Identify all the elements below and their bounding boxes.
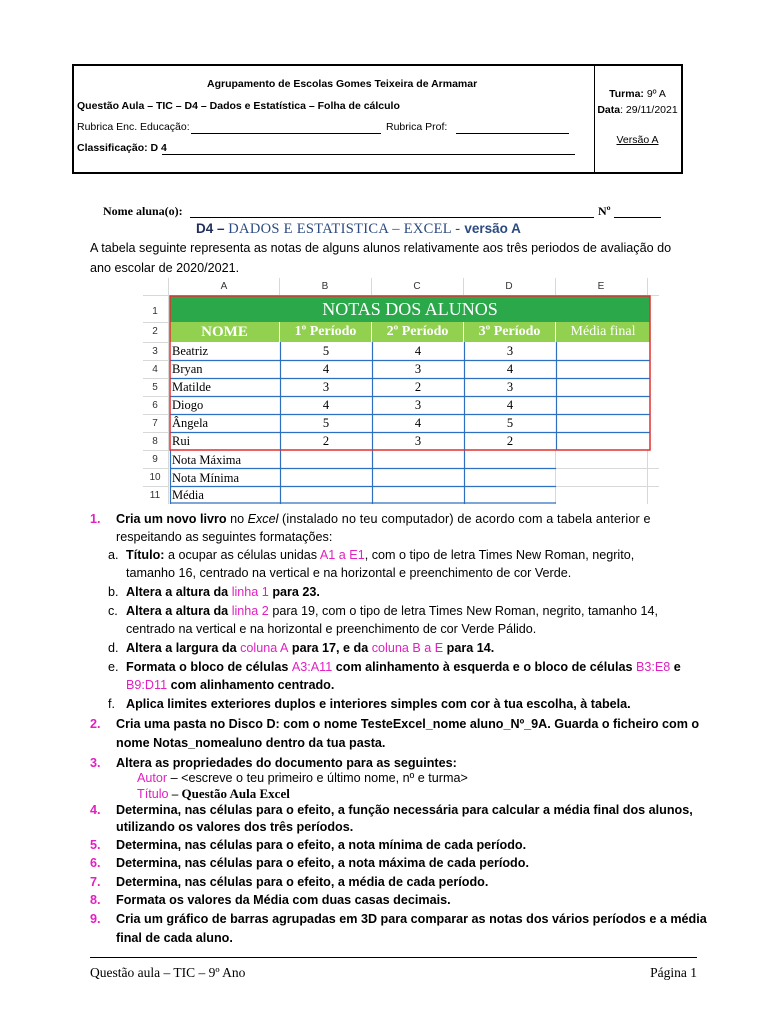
cell-name[interactable]: Beatriz [172, 344, 209, 358]
stat-min-label[interactable]: Nota Mínima [172, 471, 240, 485]
q1b-line [126, 585, 320, 599]
q1a-text2: , com o tipo de letra Times New Roman, negrito, [364, 548, 635, 562]
q5-number: 5. [90, 838, 101, 852]
cell-p3[interactable]: 4 [506, 362, 514, 376]
spreadsheet [143, 278, 659, 504]
col-header-c: C [413, 281, 421, 292]
q9-line-1: Cria um gráfico de barras agrupadas em 3D para comparar as notas dos vários períodos e a média [116, 912, 707, 926]
rubric-prof-label: Rubrica Prof: [386, 121, 448, 133]
q1d-c: para 17, e da [288, 641, 372, 655]
q3-titulo [137, 786, 290, 802]
q1-line-2: respeitando as seguintes formatações: [116, 530, 333, 544]
q1c-line-2: centrado na vertical e na horizontal e preenchimento de cor Verde Pálido. [126, 622, 537, 636]
q2-number: 2. [90, 717, 101, 731]
cell-p3[interactable]: 3 [506, 344, 514, 358]
cell-p2[interactable]: 3 [414, 398, 422, 412]
title-d4: D4 – [196, 221, 229, 236]
q1d-a: Altera a largura da [126, 641, 241, 655]
q1e-a: Formata o bloco de células [126, 660, 292, 674]
q1c-b: linha 2 [231, 604, 269, 618]
q1c-letter: c. [108, 604, 118, 618]
q1e-line-1 [126, 660, 681, 674]
col-header-a: A [220, 281, 228, 292]
class-line [162, 154, 575, 155]
cell-p1[interactable]: 4 [322, 362, 330, 376]
stat-max-label[interactable]: Nota Máxima [172, 453, 242, 467]
row-header-5: 5 [152, 382, 158, 393]
q1a-cells: A1 a E1 [319, 548, 365, 562]
row-header-4: 4 [152, 364, 158, 375]
rubric-edu-label: Rubrica Enc. Educação: [77, 121, 190, 133]
q1-line-1 [116, 512, 651, 526]
rubric-prof-line [456, 133, 569, 134]
q4-number: 4. [90, 803, 101, 817]
q1e-letter: e. [108, 660, 119, 674]
header-p2[interactable]: 2º Período [372, 322, 464, 342]
rubric-edu-line [191, 133, 381, 134]
q1a-line-2: tamanho 16, centrado na vertical e na horizontal e preenchimento de cor Verde. [126, 566, 572, 580]
q1d-b: coluna A [240, 641, 289, 655]
cell-name[interactable]: Ângela [172, 416, 209, 430]
version-label: Versão A [616, 134, 659, 146]
title-version: versão A [464, 221, 521, 236]
classification [77, 142, 167, 154]
cell-p2[interactable]: 2 [414, 380, 422, 394]
q9-line-2: final de cada aluno. [116, 931, 233, 945]
col-header-d: D [505, 281, 513, 292]
q3-autor-label: Autor [137, 771, 168, 785]
q1a-text1: a ocupar as células unidas [164, 548, 320, 562]
cell-p1[interactable]: 5 [322, 344, 330, 358]
q3-autor [137, 771, 468, 785]
date-value: : 29/11/2021 [620, 104, 678, 116]
q1d-letter: d. [108, 641, 119, 655]
q5-line: Determina, nas células para o efeito, a nota mínima de cada período. [116, 838, 527, 852]
cell-p3[interactable]: 3 [506, 380, 514, 394]
q1d-e: para 14. [443, 641, 495, 655]
student-name-label: Nome aluna(o): [103, 204, 183, 218]
q4-line-1: Determina, nas células para o efeito, a função necessária para calcular a média final dos alunos, [116, 803, 693, 817]
q1-l1c: Excel [247, 512, 279, 526]
doc-title [196, 221, 521, 238]
q1-number: 1. [90, 512, 101, 526]
q1d-line [126, 641, 494, 655]
footer-page: Página 1 [650, 965, 697, 980]
question-title: Questão Aula – TIC – D4 – Dados e Estatística – Folha de cálculo [77, 100, 400, 112]
q3-titulo-label: Título [137, 787, 169, 801]
header-p3[interactable]: 3º Período [464, 322, 556, 342]
q1b-letter: b. [108, 585, 119, 599]
date [594, 104, 681, 116]
q7-number: 7. [90, 875, 101, 889]
q1c-a: Altera a altura da [126, 604, 232, 618]
q9-number: 9. [90, 912, 101, 926]
row-header-10: 10 [149, 472, 161, 483]
date-label: Data [597, 104, 621, 116]
q6-number: 6. [90, 856, 101, 870]
student-name-line[interactable] [190, 217, 594, 218]
q8-number: 8. [90, 893, 101, 907]
footer-left: Questão aula – TIC – 9º Ano [90, 965, 246, 980]
q1e-b: A3:A11 [291, 660, 333, 674]
q1e-e: e [670, 660, 681, 674]
class-value: : D 4 [144, 142, 167, 154]
student-number-label: Nº [598, 204, 611, 218]
cell-p3[interactable]: 5 [506, 416, 514, 430]
q3-titulo-text: – Questão Aula Excel [168, 786, 290, 801]
q1c-c: para 19, com o tipo de letra Times New Roman, negrito, tamanho 14, [268, 604, 659, 618]
q1a-titulo: Título: [126, 548, 165, 562]
q1e-c: com alinhamento à esquerda e o bloco de células [332, 660, 636, 674]
q2-line-2: nome Notas_nomealuno dentro da tua pasta. [116, 736, 386, 750]
q1f-line: Aplica limites exteriores duplos e interiores simples com cor à tua escolha, à tabela. [126, 697, 631, 711]
sheet-title[interactable]: NOTAS DOS ALUNOS [170, 296, 650, 322]
cell-p2[interactable]: 3 [414, 434, 422, 448]
q1f-letter: f. [108, 697, 115, 711]
row-header-11: 11 [149, 490, 161, 501]
q1e-g: com alinhamento centrado. [167, 678, 335, 692]
q6-line: Determina, nas células para o efeito, a nota máxima de cada período. [116, 856, 529, 870]
intro-line-1: A tabela seguinte representa as notas de alguns alunos relativamente aos três periodos de avaliação do [90, 241, 672, 255]
cell-name[interactable]: Bryan [172, 362, 203, 376]
q1b-b: linha 1 [231, 585, 269, 599]
cell-p3[interactable]: 2 [506, 434, 514, 448]
row-header-2: 2 [152, 326, 158, 337]
row-header-3: 3 [152, 346, 158, 357]
q1e-f: B9:D11 [126, 678, 168, 692]
row-header-9: 9 [152, 454, 158, 465]
q3-autor-text: – <escreve o teu primeiro e último nome, nº e turma> [167, 771, 468, 785]
q1e-line-2 [126, 678, 334, 692]
q3-number: 3. [90, 756, 101, 770]
turma-value: 9º A [646, 88, 666, 100]
cell-p2[interactable]: 3 [414, 362, 422, 376]
row-header-8: 8 [152, 436, 158, 447]
intro-line-2: ano escolar de 2020/2021. [90, 261, 240, 275]
q8-line: Formata os valores da Média com duas casas decimais. [116, 893, 451, 907]
header-right [594, 66, 681, 172]
row-header-7: 7 [152, 418, 158, 429]
student-number-line[interactable] [614, 217, 661, 218]
stat-avg-label[interactable]: Média [172, 488, 204, 502]
class-label: Classificação [77, 142, 145, 154]
q1c-line-1 [126, 604, 658, 618]
q1-l1b: no [226, 512, 248, 526]
title-main: DADOS E ESTATISTICA – EXCEL - [228, 221, 465, 237]
q1a-line-1 [126, 548, 634, 562]
q1b-c: para 23. [268, 585, 320, 599]
cell-name[interactable]: Diogo [172, 398, 204, 412]
header-box [72, 64, 683, 174]
cell-p2[interactable]: 4 [414, 416, 422, 430]
q1a-letter: a. [108, 548, 119, 562]
page-footer [90, 957, 697, 988]
q1-l1a: Cria um novo livro [116, 512, 227, 526]
cell-name[interactable]: Rui [172, 434, 191, 448]
cell-name[interactable]: Matilde [172, 380, 211, 394]
header-nome[interactable]: NOME [170, 322, 280, 342]
cell-p1[interactable]: 4 [322, 398, 330, 412]
cell-p1[interactable]: 5 [322, 416, 330, 430]
turma-label: Turma: [609, 88, 644, 100]
row-header-1: 1 [152, 306, 158, 317]
q1d-d: coluna B a E [371, 641, 444, 655]
cell-p1[interactable]: 3 [322, 380, 330, 394]
header-p1[interactable]: 1º Período [280, 322, 372, 342]
row-header-6: 6 [152, 400, 158, 411]
q4-line-2: utilizando os valores dos três períodos. [116, 820, 354, 834]
q2-line-1: Cria uma pasta no Disco D: com o nome TesteExcel_nome aluno_Nº_9A. Guarda o ficheiro com o [116, 717, 700, 731]
cell-p1[interactable]: 2 [322, 434, 330, 448]
col-header-b: B [321, 281, 329, 292]
q1-l1d: (instalado no teu computador) de acordo com a tabela anterior e [278, 512, 651, 526]
turma [594, 88, 681, 100]
header-left [74, 66, 595, 172]
q7-line: Determina, nas células para o efeito, a média de cada período. [116, 875, 489, 889]
cell-p3[interactable]: 4 [506, 398, 514, 412]
header-media[interactable]: Média final [556, 322, 650, 342]
q1e-d: B3:E8 [636, 660, 671, 674]
q3-line-1: Altera as propriedades do documento para as seguintes: [116, 756, 457, 770]
cell-p2[interactable]: 4 [414, 344, 422, 358]
q1b-a: Altera a altura da [126, 585, 232, 599]
col-header-e: E [597, 281, 605, 292]
school-name: Agrupamento de Escolas Gomes Teixeira de Armamar [207, 78, 478, 90]
